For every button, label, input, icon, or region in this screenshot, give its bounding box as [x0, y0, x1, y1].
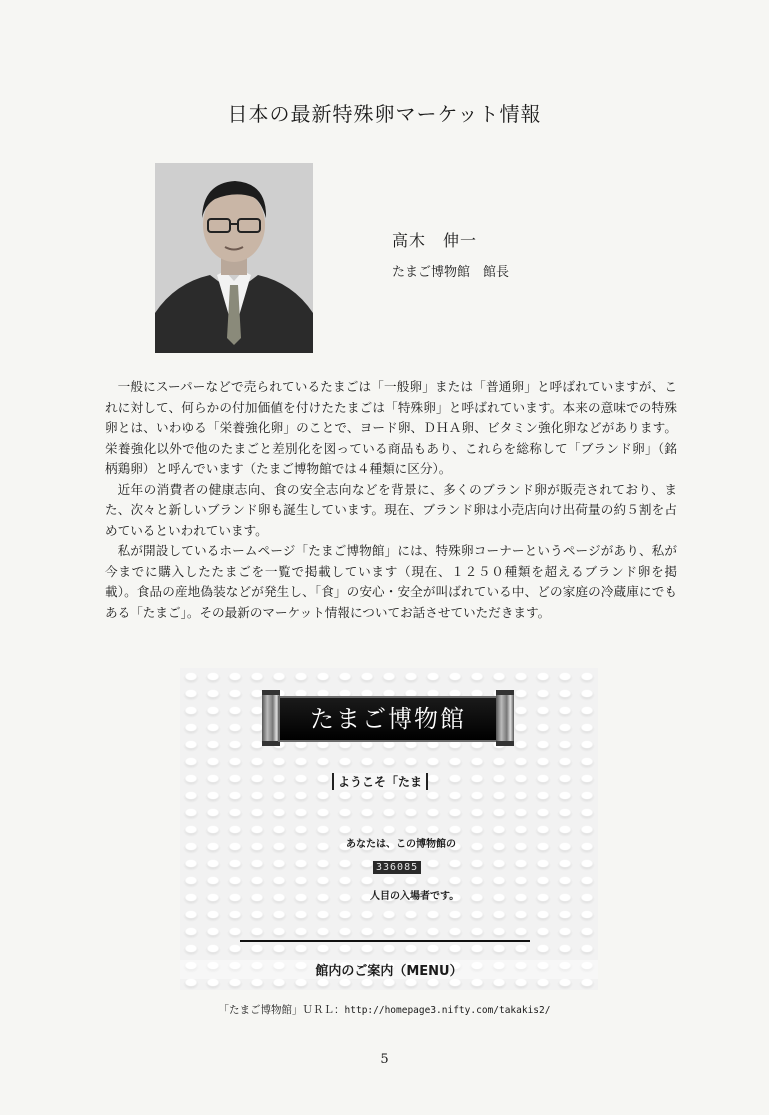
divider: [240, 940, 530, 942]
welcome-marquee: ようこそ「たま: [332, 773, 428, 790]
pillar-icon: [496, 690, 514, 746]
page-title: 日本の最新特殊卵マーケット情報: [227, 102, 542, 126]
visitor-text: あなたは、この博物館の: [346, 839, 456, 850]
author-name: 高木 伸一: [392, 231, 478, 250]
caption-url: http://homepage3.nifty.com/takakis2/: [344, 1005, 551, 1016]
paragraph: 近年の消費者の健康志向、食の安全志向などを背景に、多くのブランド卵が販売されており、また、次々と新しいブランド卵も誕生しています。現在、ブランド卵は小売店向け出荷量の約５割を占めているといわれています。: [105, 481, 677, 538]
author-portrait-image: [155, 163, 313, 353]
visitor-counter: 336085: [373, 861, 421, 874]
menu-heading: 館内のご案内（MENU）: [180, 960, 598, 979]
author-role: たまご博物館 館長: [392, 265, 510, 280]
museum-banner: [260, 686, 516, 750]
screenshot-caption: [0, 1002, 769, 1017]
paragraph: 一般にスーパーなどで売られているたまごは「一般卵」または「普通卵」と呼ばれていますが、これに対して、何らかの付加価値を付けたたまごは「特殊卵」と呼ばれています。本来の意味での特殊卵とは、いわゆる「栄養強化卵」のことで、ヨード卵、ＤＨＡ卵、ビタミン強化卵などがあります。栄養強化以外で他のたまごと差別化を図っている商品もあり、これらを総称して「ブランド卵」（銘柄鶏卵）と呼んでいます（たまご博物館では４種類に区分）。: [105, 379, 677, 476]
caption-label: 「たまご博物館」ＵＲＬ：: [218, 1004, 345, 1016]
page-number: 5: [380, 1052, 389, 1067]
website-screenshot: [180, 668, 598, 990]
paragraph: 私が開設しているホームページ「たまご博物館」には、特殊卵コーナーというページがあり、私が今までに購入したたまごを一覧で掲載しています（現在、１２５０種類を超えるブランド卵を掲載）。食品の産地偽装などが発生し、「食」の安心・安全が叫ばれている中、どの家庭の冷蔵庫にでもある「たまご」。その最新のマーケット情報についてお話させていただきます。: [105, 543, 677, 620]
banner-title: たまご博物館: [278, 696, 498, 742]
article-body: [105, 377, 677, 623]
author-photo: [155, 163, 313, 353]
visitor-suffix-text: 人目の入場者です。: [370, 891, 460, 902]
